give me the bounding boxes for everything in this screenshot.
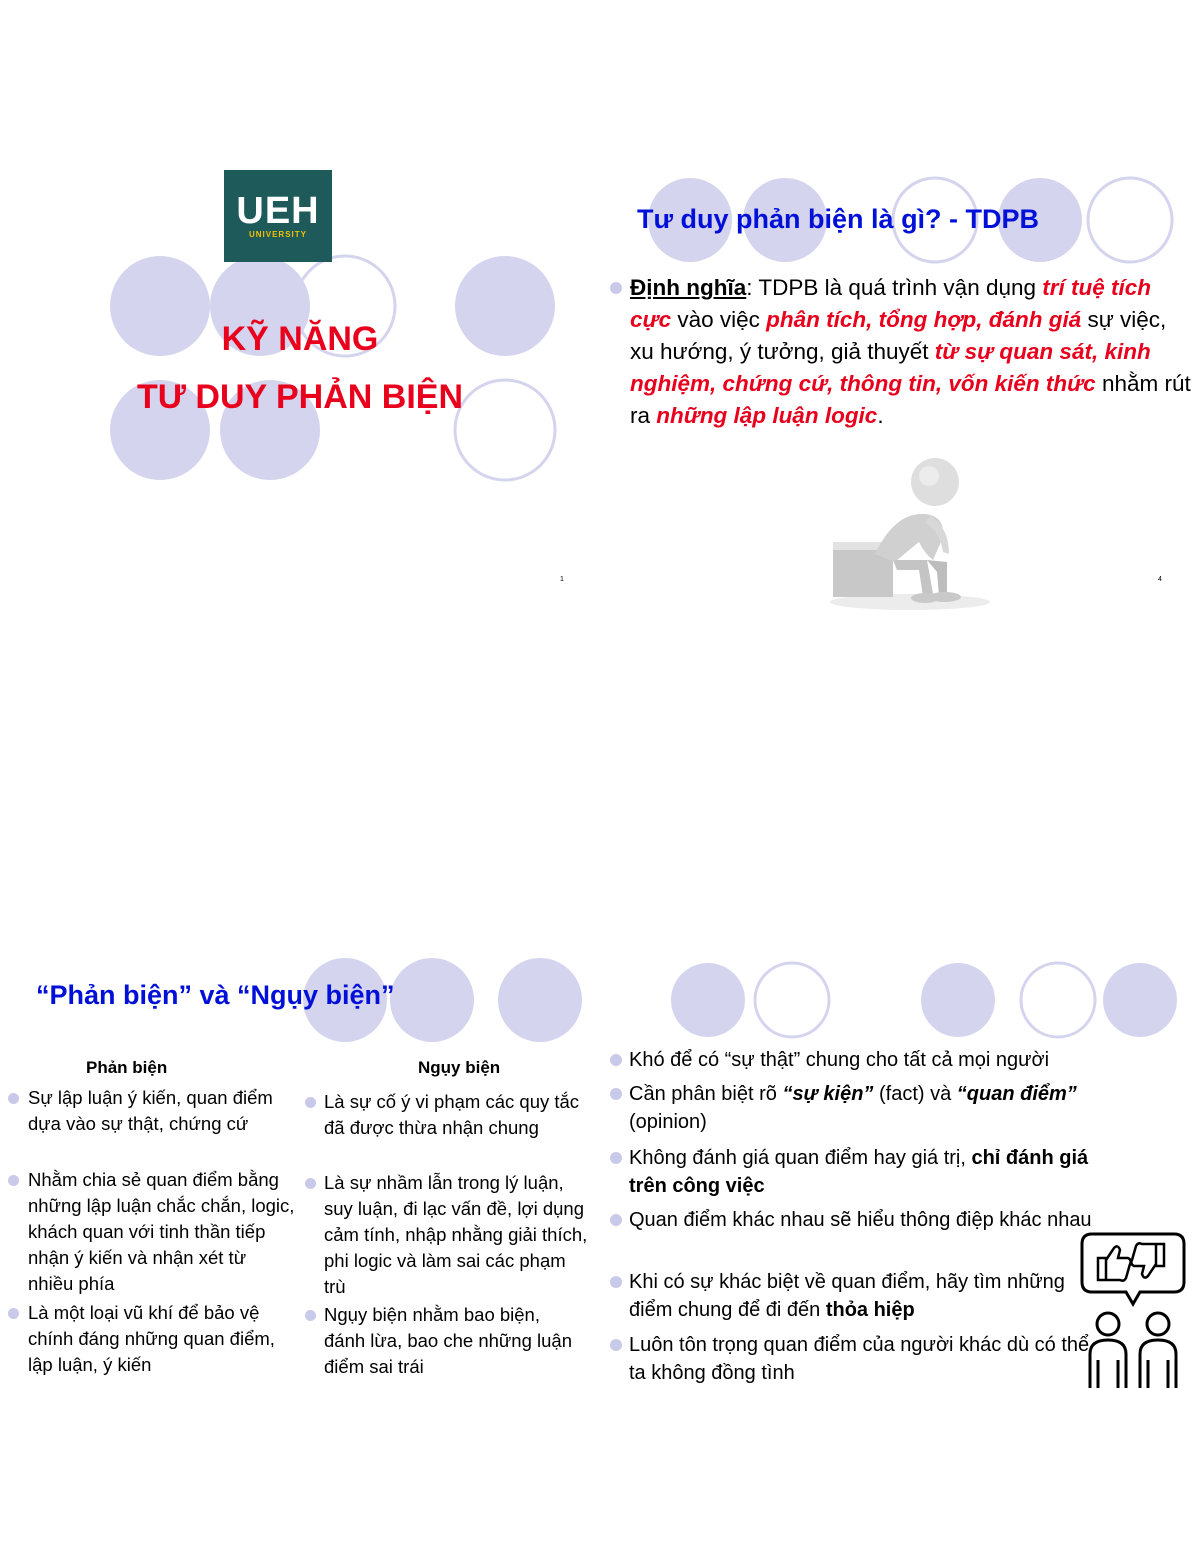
list-item: Là sự cố ý vi phạm các quy tắc đã được thừa nhận chung [324,1091,580,1138]
bullet-icon [305,1097,316,1108]
list-item: Luôn tôn trọng quan điểm của người khác dù có thể ta không đồng tình [629,1334,1090,1384]
bullet-icon [610,1054,622,1066]
slide-1 [0,160,600,620]
bullet-icon [610,282,622,294]
thinking-figure-image [815,442,1005,612]
list-item: Sự lập luận ý kiến, quan điểm dựa vào sự thật, chứng cứ [28,1087,273,1134]
slide-3 [0,950,600,1410]
bullet-icon [305,1310,316,1321]
page-number: 1 [560,576,564,583]
column-header-nguy-bien: Ngụy biện [418,1058,501,1077]
bullet-icon [610,1276,622,1288]
logo-text: UEH [236,190,320,232]
list-item: Khó để có “sự thật” chung cho tất cả mọi người [629,1049,1050,1071]
list-item: Quan điểm khác nhau sẽ hiểu thông điệp khác nhau [629,1209,1092,1231]
page-number: 4 [1158,576,1162,583]
bullet-icon [305,1178,316,1189]
ueh-logo [224,170,332,262]
title-line-2: TƯ DUY PHẢN BIỆN [136,378,464,416]
bullet-icon [610,1152,622,1164]
list-item: Khi có sự khác biệt về quan điểm, hãy tìm những điểm chung để đi đến thỏa hiệp [629,1271,1065,1321]
list-item: Không đánh giá quan điểm hay giá trị, chỉ đánh giá trên công việc [629,1147,1089,1197]
bullet-icon [610,1214,622,1226]
discussion-thumbs-icon [1078,1230,1188,1392]
bullet-icon [610,1339,622,1351]
slide-title: Tư duy phản biện là gì? - TDPB [637,204,1040,234]
list-item: Cần phân biệt rõ “sự kiện” (fact) và “quan điểm” (opinion) [629,1083,1077,1133]
list-item: Nhằm chia sẻ quan điểm bằng những lập luận chắc chắn, logic, khách quan với tinh thần tiếp nhận ý kiến và nhận xét từ nhiều phía [28,1169,295,1294]
list-item: Là sự nhầm lẫn trong lý luận, suy luận, đi lạc vấn đề, lợi dụng cảm tính, nhập nhằng giải thích, phi logic và làm sai các phạm trù [324,1172,588,1297]
definition-label: Định nghĩa [630,275,747,300]
definition-text: Định nghĩa: TDPB là quá trình vận dụng trí tuệ tích cực vào việc phân tích, tổng hợp, đánh giá sự việc, xu hướng, ý tưởng, giả thuyết từ sự quan sát, kinh nghiệm, chứng cứ, thông tin, vốn kiến thức nhằm rút ra những lập luận logic. [630,275,1191,428]
list-item: Ngụy biện nhằm bao biện, đánh lừa, bao che những luận điểm sai trái [324,1304,572,1377]
column-header-phan-bien: Phản biện [86,1058,168,1077]
title-line-1: KỸ NĂNG [221,320,379,358]
logo-subtext: UNIVERSITY [248,230,307,239]
bullet-icon [8,1175,19,1186]
list-item: Là một loại vũ khí để bảo vệ chính đáng những quan điểm, lập luận, ý kiến [28,1302,275,1375]
slide-title: “Phản biện” và “Ngụy biện” [36,980,395,1010]
slide-2 [600,160,1200,620]
bullet-icon [8,1308,19,1319]
bullet-icon [8,1093,19,1104]
bullet-icon [610,1088,622,1100]
slide-4 [600,950,1200,1410]
slide-title [60,310,540,426]
